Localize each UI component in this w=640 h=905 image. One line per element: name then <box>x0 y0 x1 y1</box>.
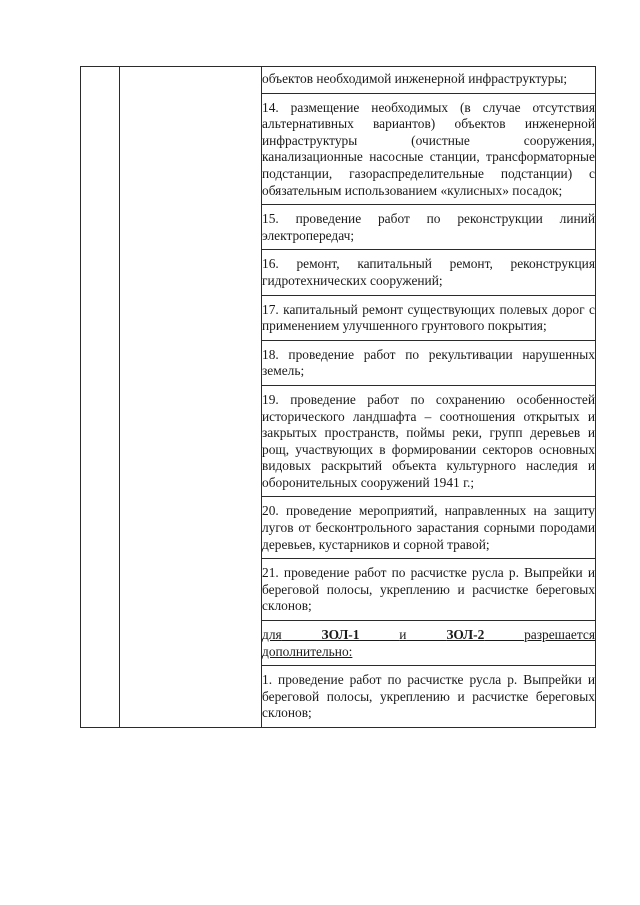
list-item: 20. проведение мероприятий, направленных на защиту лугов от бесконтрольного зарастания сорными породами деревьев, кустарников и сорной травой; <box>262 497 595 559</box>
zone-label-zol-1: ЗОЛ-1 <box>321 627 360 643</box>
permitted-works-cell <box>262 67 596 728</box>
list-item: 19. проведение работ по сохранению особенностей исторического ландшафта – соотношения открытых и закрытых пространств, поймы реки, групп деревьев и рощ, участвующих в формировании секторов основных видовых раскрытий объекта культурного наследия и оборонительных сооружений 1941 г.; <box>262 386 595 498</box>
zone-label-zol-2: ЗОЛ-2 <box>446 627 485 643</box>
permitted-works-table <box>80 66 596 728</box>
heading-suffix: разрешается <box>524 627 595 643</box>
list-item: 1. проведение работ по расчистке русла р. Выпрейки и береговой полосы, укреплению и расчистке береговых склонов; <box>262 672 595 721</box>
empty-cell-zone <box>120 67 262 728</box>
list-item: 14. размещение необходимых (в случае отсутствия альтернативных вариантов) объектов инженерной инфраструктуры (очистные сооружения, канализационные насосные станции, трансформаторные подстанции, газораспределительные подстанции) с обязательным использованием «кулисных» посадок; <box>262 94 595 206</box>
heading-conjunction: и <box>399 627 407 643</box>
heading-suffix-line2: дополнительно: <box>262 643 353 659</box>
list-item: 21. проведение работ по расчистке русла р. Выпрейки и береговой полосы, укреплению и расчистке береговых склонов; <box>262 559 595 621</box>
list-item: 17. капитальный ремонт существующих полевых дорог с применением улучшенного грунтового покрытия; <box>262 296 595 341</box>
table-row <box>81 67 596 728</box>
list-item: 16. ремонт, капитальный ремонт, реконструкция гидротехнических сооружений; <box>262 250 595 295</box>
list-item: 15. проведение работ по реконструкции линий электропередач; <box>262 205 595 250</box>
zol-section-heading <box>262 621 595 666</box>
list-item: 18. проведение работ по рекультивации нарушенных земель; <box>262 341 595 386</box>
empty-cell-number <box>81 67 120 728</box>
list-item: объектов необходимой инженерной инфраструктуры; <box>262 67 595 94</box>
heading-prefix: для <box>262 627 282 643</box>
